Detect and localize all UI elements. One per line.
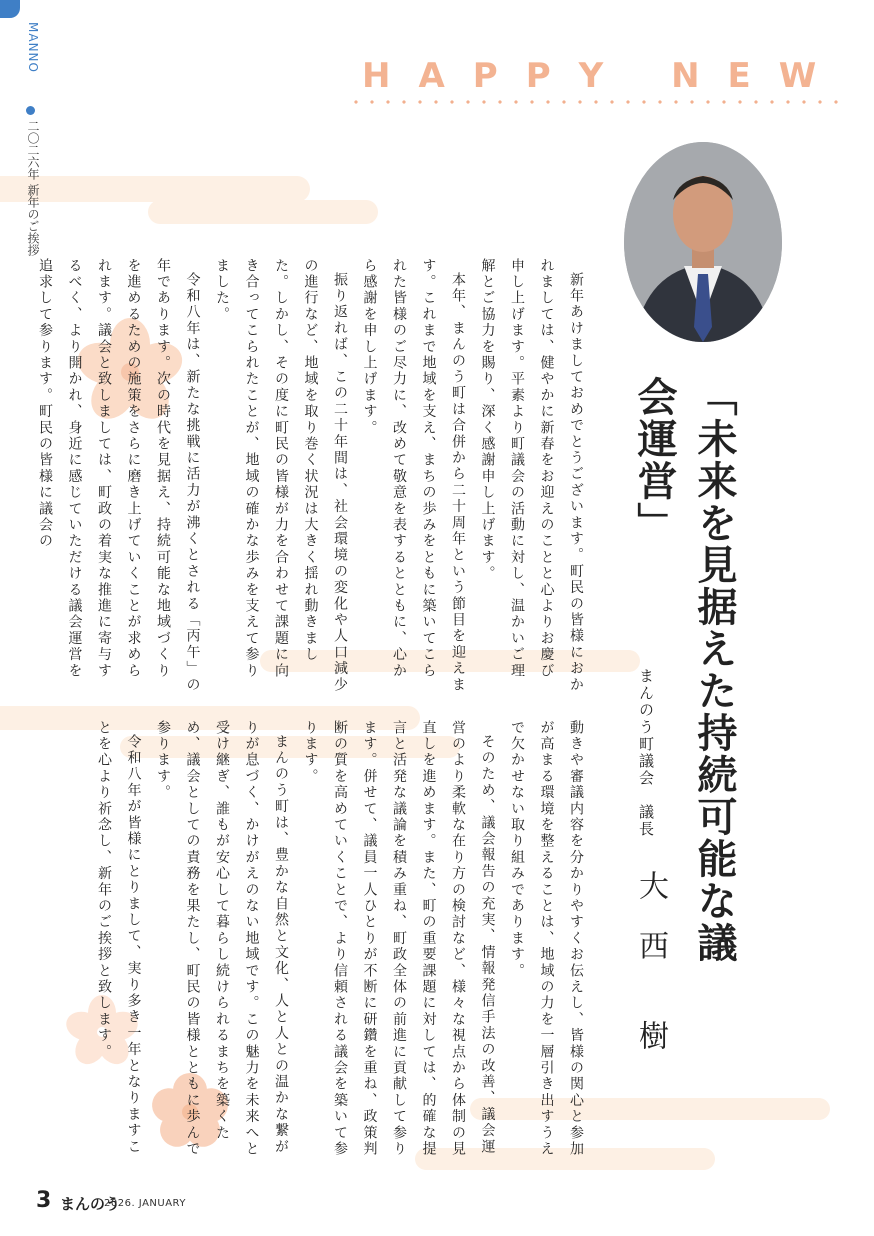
issue-date: 2026. JANUARY — [104, 1198, 186, 1209]
section-title: 二〇二六年 新年のご挨拶 — [26, 120, 40, 256]
paragraph: そのため、議会報告の充実、情報発信手法の改善、議会運営のより柔軟な在り方の検討など、様々な視点から体制の見直しを進めます。また、町の重要課題に対しては、的確な提言と活発な議論を積み重ね、町政全体の前進に貢献して参ります。併せて、議員一人ひとりが不断に研鑽を重ね、政策判断の質を高めていくことで、より信頼される議会を築いて参ります。 — [302, 720, 496, 1158]
background-band — [148, 200, 378, 224]
author-name: 大 西 樹 — [633, 870, 668, 1050]
paragraph: 令和八年が皆様にとりまして、実り多き一年となりますことを心より祈念し、新年のご挨拶と致します。 — [96, 720, 142, 1156]
paragraph: 動きや審議内容を分かりやすくお伝えし、皆様の関心と参加が高まる環境を整えることは、地域の力を一層引き出すうえで欠かせない取り組みであります。 — [509, 720, 584, 1158]
sidebar-tab — [0, 0, 20, 18]
paragraph: 本年、まんのう町は合併から二十周年という節目を迎えます。これまで地域を支え、まちの歩みをともに築いてこられた皆様のご尽力に、改めて敬意を表するとともに、心から感謝を申し上げます。 — [361, 258, 466, 694]
magazine-logo: まんのう — [60, 1195, 121, 1213]
author-title: まんのう町議会 議長 — [637, 668, 655, 838]
background-band — [0, 176, 310, 202]
author-photo — [624, 142, 782, 342]
page-number: 3 — [36, 1188, 52, 1213]
paragraph: 振り返れば、この二十年間は、社会環境の変化や人口減少の進行など、地域を取り巻く状況は大きく揺れ動きました。しかし、その度に町民の皆様が力を合わせて課題に向き合ってこられたことが、地域の確かな歩みを支えて参りました。 — [214, 258, 348, 694]
paragraph: 令和八年は、新たな挑戦に活力が沸くとされる「丙午」の年であります。次の時代を見据え、持続可能な地域づくりを進めるための施策をさらに磨き上げていくことが求められます。議会と致しましては、町政の着実な推進に寄与するべく、より開かれ、身近に感じていただける議会運営を追求して参ります。町民の皆様に議会の — [37, 258, 201, 694]
paragraph: まんのう町は、豊かな自然と文化、人と人との温かな繋がりが息づく、かけがえのない地域です。この魅力を未来へと受け継ぎ、誰もが安心して暮らし続けられるまちを築くため、議会としての責務を果たし、町民の皆様とともに歩んで参ります。 — [155, 720, 289, 1158]
paragraph: 新年あけましておめでとうございます。町民の皆様におかれましては、健やかに新春をお迎えのことと心よりお慶び申し上げます。平素より町議会の活動に対し、温かいご理解とご協力を賜り、深く感謝申し上げます。 — [479, 258, 584, 694]
dotted-divider — [348, 100, 838, 104]
bullet-icon — [26, 106, 35, 115]
banner-heading: HAPPY NEW — [362, 56, 845, 96]
article-body-right — [37, 258, 590, 694]
sidebar-brand: MANNO — [26, 22, 40, 73]
article-body-left — [90, 720, 590, 1160]
article-headline: 「未来を見据えた持続可能な議会運営」 — [631, 376, 737, 964]
